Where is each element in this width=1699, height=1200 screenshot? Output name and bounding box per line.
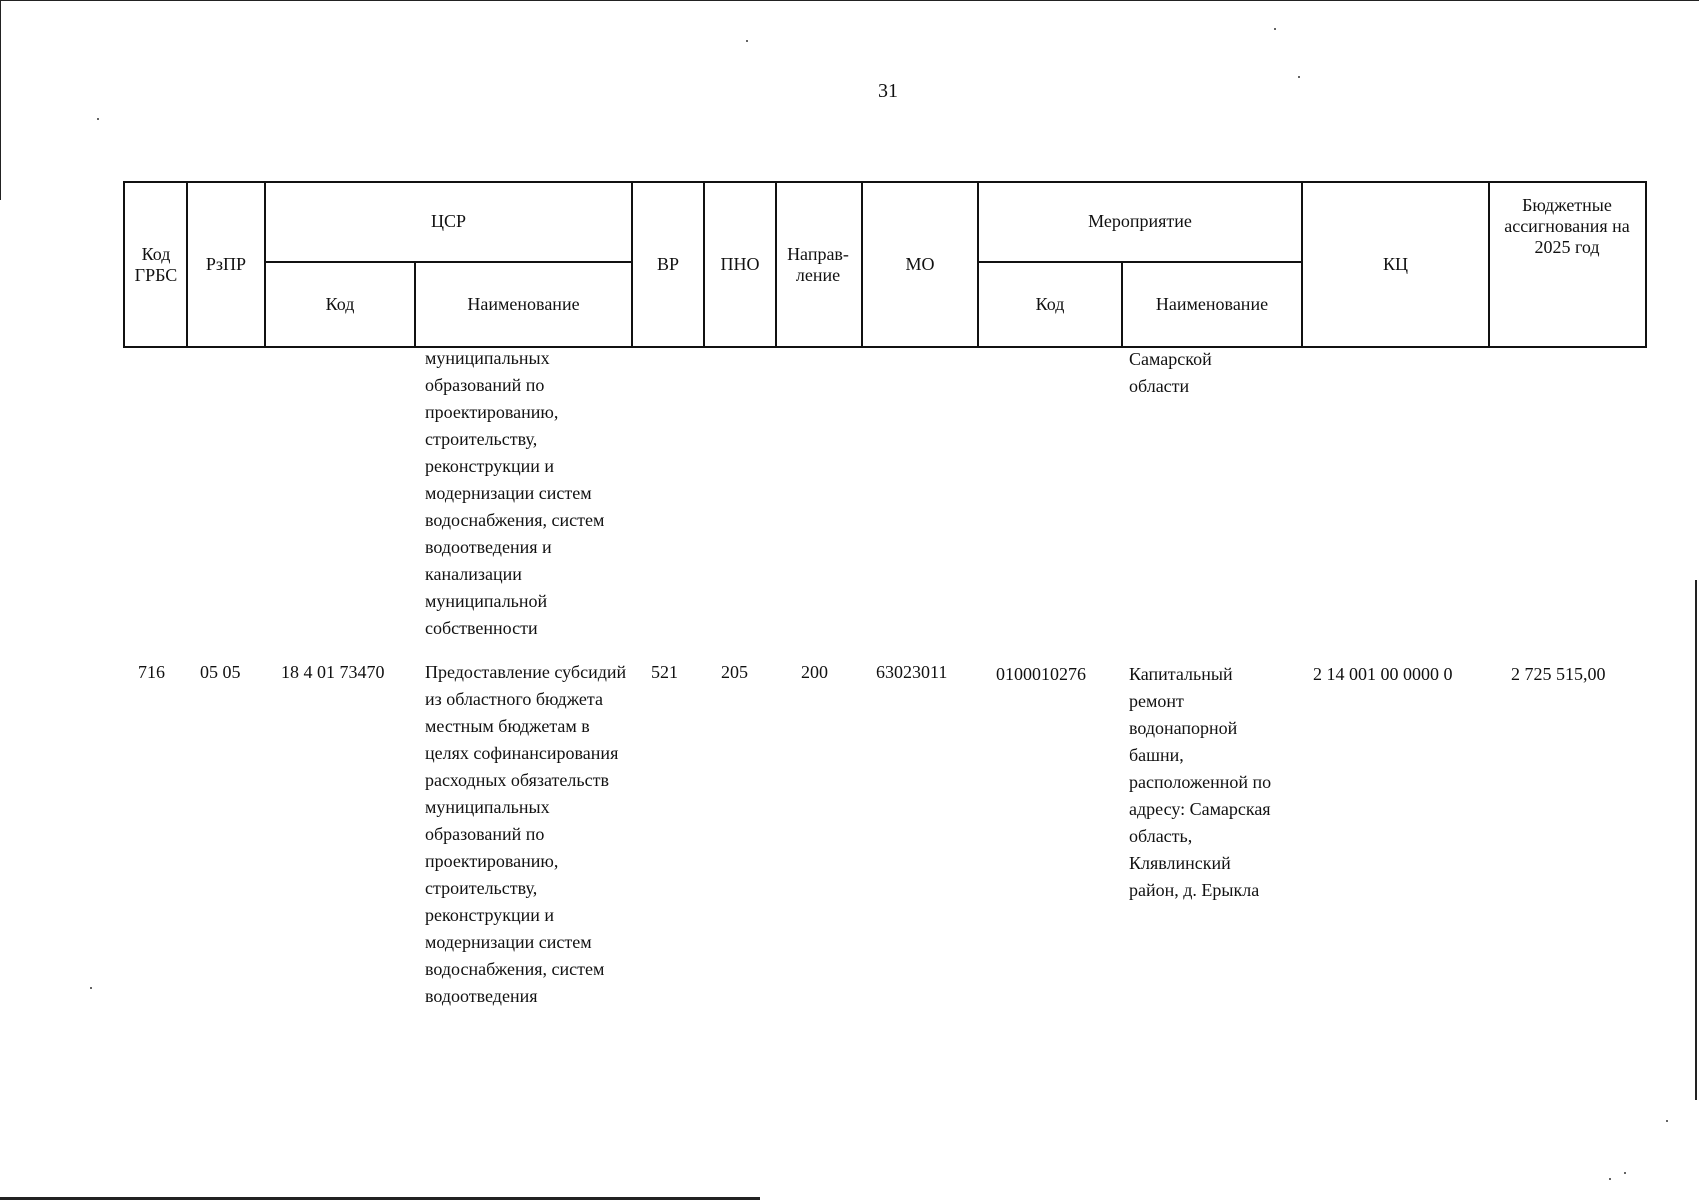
header-csr-kod: Код (325, 294, 355, 314)
scan-edge-left (0, 0, 1, 200)
cell-vr: 521 (651, 662, 678, 682)
scan-speck (1274, 28, 1276, 30)
header-kc: КЦ (1382, 254, 1408, 274)
table-header (123, 181, 1647, 348)
mer-name-continuation: Самарской области (1129, 349, 1212, 396)
header-kod-grbs: Код ГРБС (134, 243, 178, 285)
header-vr: ВР (656, 254, 680, 274)
scan-speck (1666, 1120, 1668, 1122)
scan-edge-top (0, 0, 1699, 1)
page-number: 31 (878, 80, 898, 102)
header-rzpr: РзПР (205, 254, 247, 274)
cell-mer-kod: 0100010276 (996, 664, 1086, 684)
cell-napravlenie: 200 (801, 662, 828, 682)
cell-mer-name: Капитальный ремонт водонапорной башни, расположенной по адресу: Самарская область, Клявлинский район, д. Ерыкла (1129, 664, 1272, 900)
header-meropriyatie: Мероприятие (1088, 210, 1192, 231)
cell-csr-name: Предоставление субсидий из областного бюджета местным бюджетам в целях софинансирования расходных обязательств муниципальных образований по проектированию, строительству, реконструкции и модернизации систем водоснабжения, систем водоотведения (425, 662, 627, 1006)
header-mer-kod: Код (1035, 294, 1065, 314)
scan-speck (90, 987, 92, 989)
scan-speck (1609, 1178, 1611, 1180)
header-budget: Бюджетные ассигнования на 2025 год (1504, 195, 1630, 257)
scan-edge-right (1695, 580, 1697, 1100)
scan-speck (97, 118, 99, 120)
cell-rzpr: 05 05 (200, 662, 241, 682)
scan-speck (746, 40, 748, 42)
header-mo: МО (905, 254, 935, 274)
header-csr: ЦСР (430, 210, 466, 231)
header-pno: ПНО (720, 254, 760, 274)
header-mer-name: Наименование (1155, 294, 1269, 314)
scan-speck (1298, 76, 1300, 78)
cell-pno: 205 (721, 662, 748, 682)
scan-speck (1624, 1172, 1626, 1174)
cell-kc: 2 14 001 00 0000 0 (1313, 664, 1453, 684)
csr-name-continuation: муниципальных образований по проектированию, строительству, реконструкции и модернизации систем водоснабжения, систем водоотведения и канализации муниципальной собственности (425, 348, 605, 638)
header-csr-name: Наименование (467, 294, 580, 314)
cell-csr-kod: 18 4 01 73470 (281, 662, 385, 682)
cell-budget: 2 725 515,00 (1511, 664, 1606, 684)
header-napravlenie: Направ-ление (787, 243, 849, 285)
cell-kod-grbs: 716 (138, 662, 165, 682)
cell-mo: 63023011 (876, 662, 948, 682)
